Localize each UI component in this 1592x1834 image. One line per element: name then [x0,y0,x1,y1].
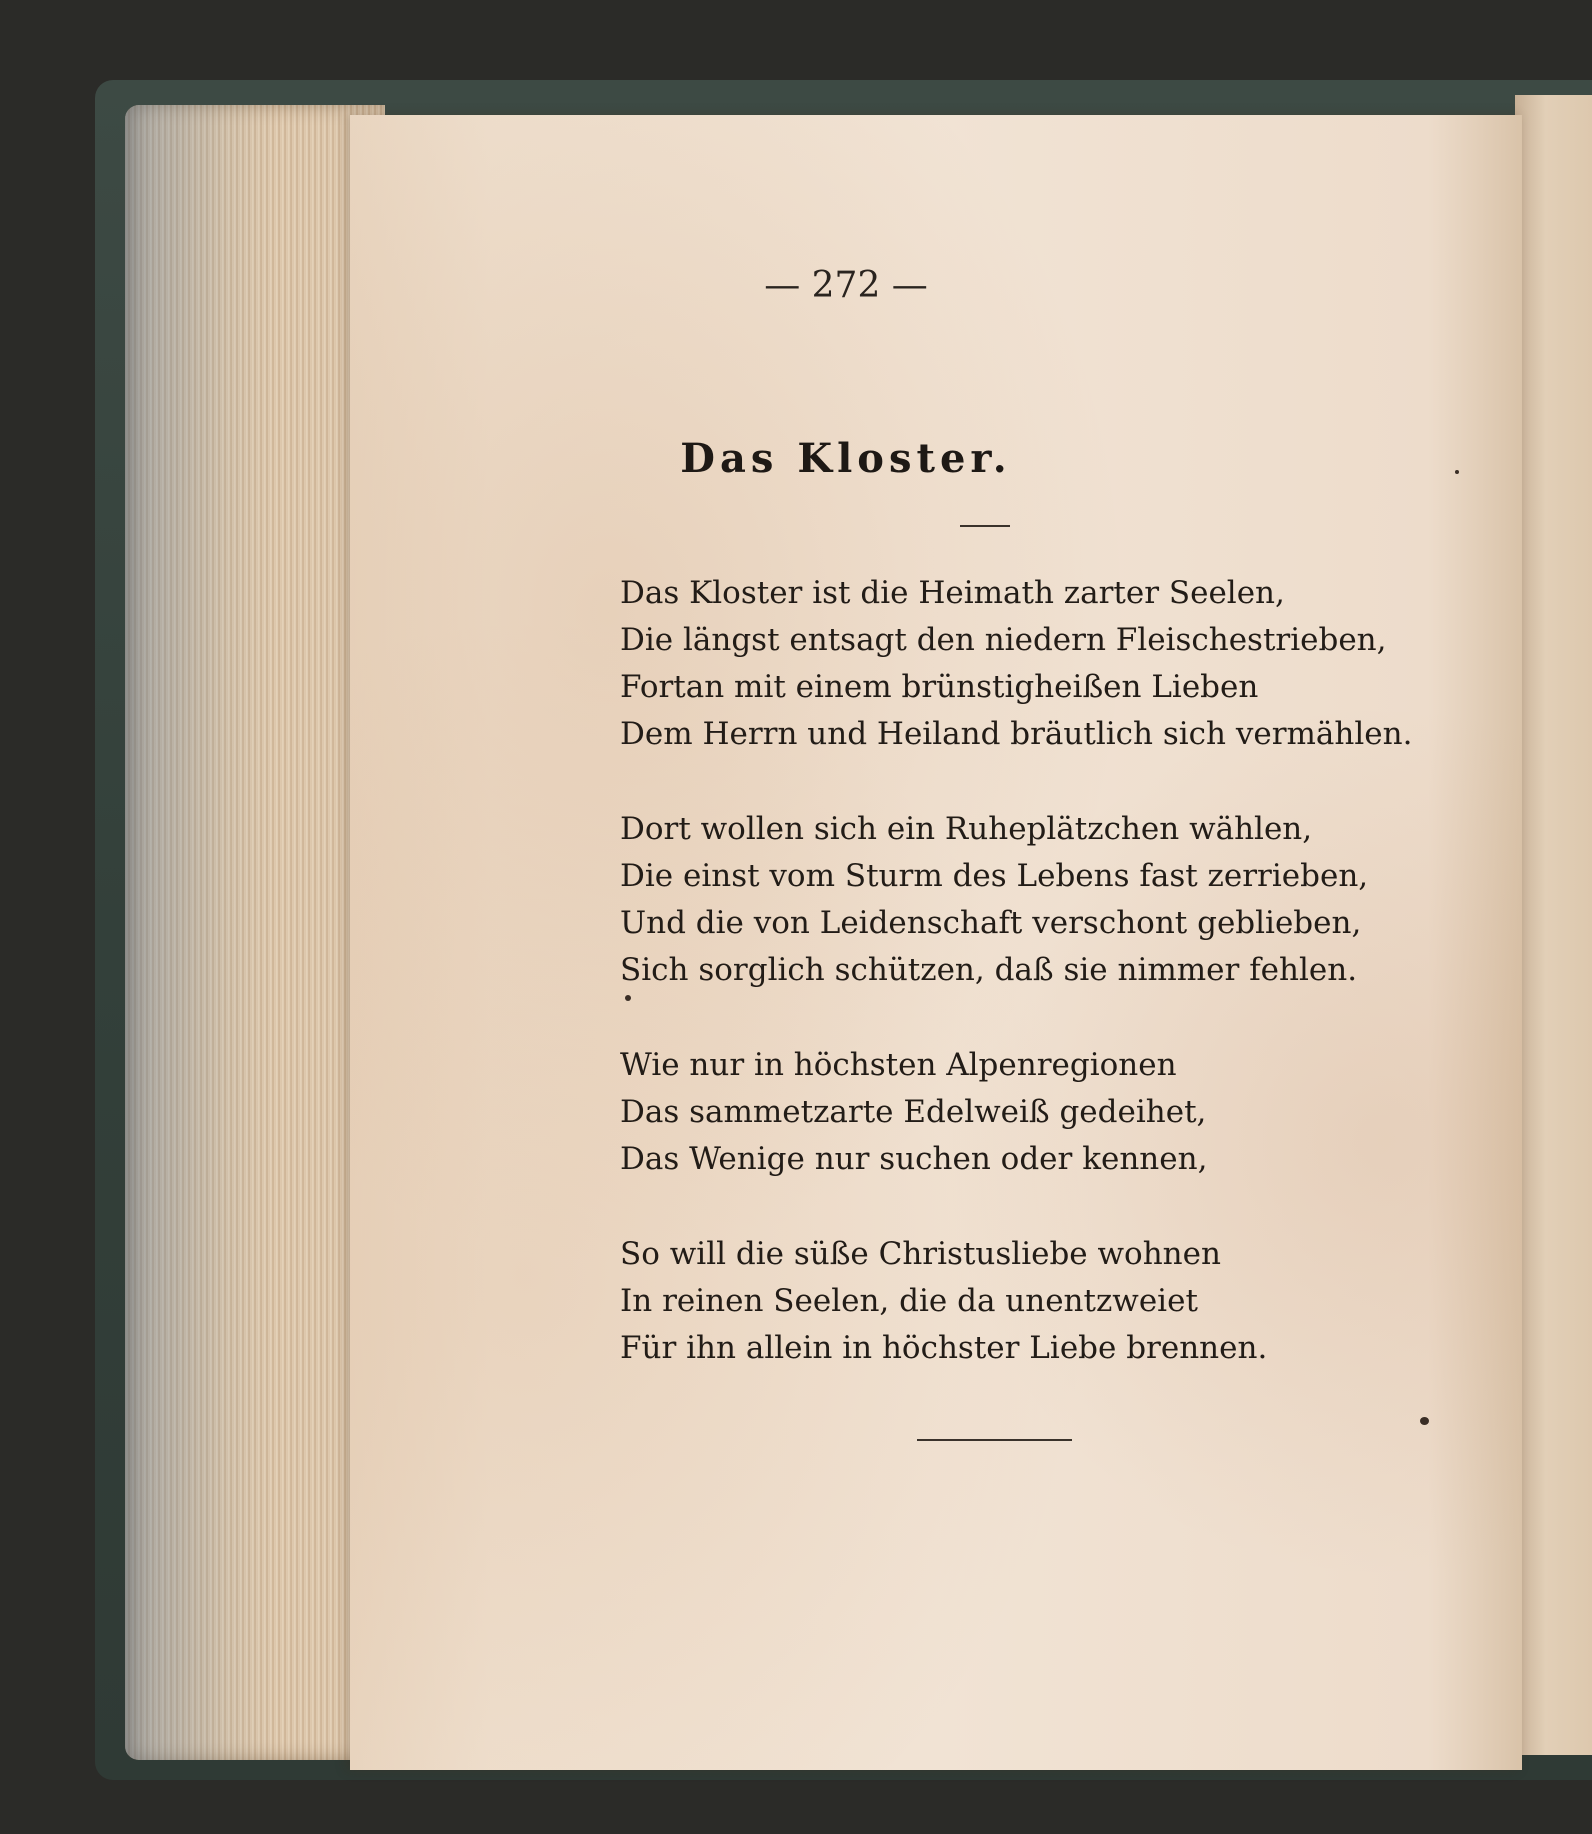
facing-page-edge [1515,95,1592,1755]
poem-line: Die längst entsagt den niedern Fleischestrieben, [620,622,1387,658]
poem-line: Und die von Leidenschaft verschont geblieben, [620,905,1362,941]
ink-speck [1455,470,1459,474]
poem-line: Das sammetzarte Edelweiß gedeihet, [620,1094,1207,1130]
poem-line: In reinen Seelen, die da unentzweiet [620,1283,1198,1319]
edge-staining [125,105,275,1760]
poem-line: Dem Herrn und Heiland bräutlich sich vermählen. [620,716,1413,752]
title-divider [960,525,1010,527]
poem-line: Das Kloster ist die Heimath zarter Seelen, [620,575,1285,611]
poem-title: Das Kloster. [680,435,1012,482]
stanza-3 [620,1042,1420,1183]
page-block-edges [125,105,385,1760]
poem-line: Wie nur in höchsten Alpenregionen [620,1047,1177,1083]
stanza-2 [620,806,1420,994]
stanza-4 [620,1231,1420,1372]
ink-speck [1420,1417,1429,1425]
poem-line: Fortan mit einem brünstigheißen Lieben [620,669,1259,705]
stanza-1 [620,570,1420,758]
poem-line: Für ihn allein in höchster Liebe brennen. [620,1330,1268,1366]
end-divider [917,1439,1072,1441]
poem-line: Das Wenige nur suchen oder kennen, [620,1141,1208,1177]
page-number: — 272 — [764,265,928,306]
poem-line: Dort wollen sich ein Ruheplätzchen wählen, [620,811,1313,847]
ink-speck [625,995,631,1001]
book-page [350,115,1522,1770]
poem-line: So will die süße Christusliebe wohnen [620,1236,1221,1272]
poem-body [620,570,1420,1420]
poem-line: Sich sorglich schützen, daß sie nimmer fehlen. [620,952,1358,988]
poem-line: Die einst vom Sturm des Lebens fast zerrieben, [620,858,1369,894]
